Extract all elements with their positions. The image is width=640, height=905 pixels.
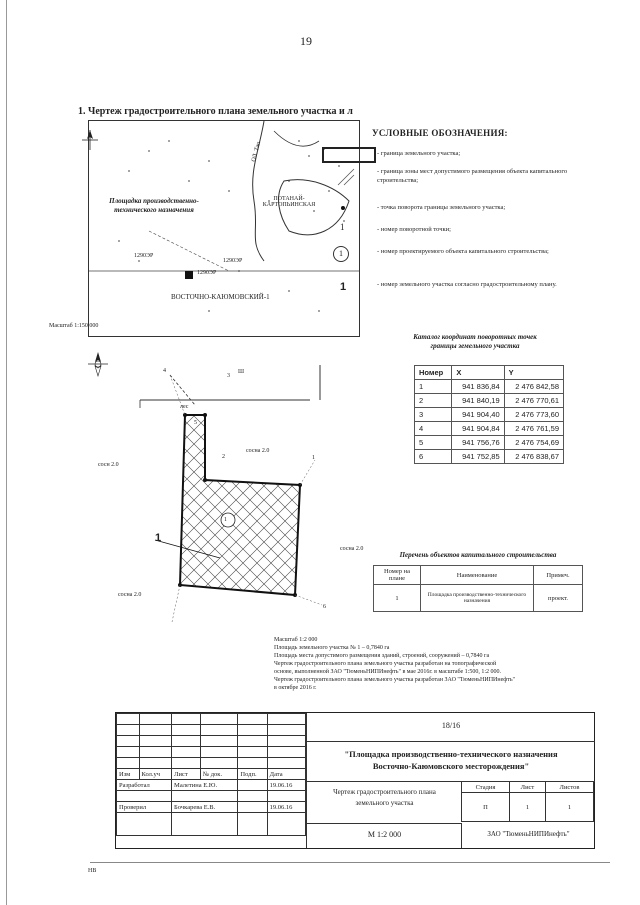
col-doc: № док. bbox=[200, 769, 238, 780]
legend-circled-symbol: 1 bbox=[333, 246, 349, 262]
cap-header-name: Наименование bbox=[421, 566, 534, 585]
point-label-6: 6 bbox=[323, 604, 326, 610]
developed-name: Малетина Е.Ю. bbox=[172, 780, 238, 791]
cap-header-number: Номер на плане bbox=[374, 566, 421, 585]
sosna-label-left: сосн 2.0 bbox=[98, 462, 119, 468]
terrain-speckle bbox=[118, 140, 345, 312]
checked-date: 19.06.16 bbox=[267, 802, 305, 813]
overview-area-label: Площадка производственно-технического назначения bbox=[109, 197, 199, 214]
point-label-4: 4 bbox=[163, 368, 166, 374]
note-line: Чертеж градостроительного плана земельного участка разработан ЗАО "ТюменьНИПИнефть" bbox=[274, 677, 516, 683]
table-row: 1 Площадка производственно-технического назначения проект. bbox=[374, 585, 583, 612]
developed-date: 19.06.16 bbox=[267, 780, 305, 791]
footer-mark: НВ bbox=[88, 868, 97, 874]
overview-map bbox=[49, 120, 360, 337]
title-block bbox=[115, 712, 595, 849]
sheet-value: 1 bbox=[509, 793, 545, 822]
stage-value: П bbox=[462, 793, 510, 822]
col-izm: Изм bbox=[117, 769, 140, 780]
col-sign: Подп. bbox=[238, 769, 267, 780]
label-ptichka: лес bbox=[180, 404, 189, 410]
survey-line bbox=[300, 460, 315, 485]
org-name: ЗАО "ТюменьНИПИнефть" bbox=[487, 830, 570, 838]
capital-objects-table bbox=[373, 565, 583, 612]
sosna-label-mid: сосна 2.0 bbox=[246, 448, 270, 454]
point-label-2: 2 bbox=[222, 454, 225, 460]
left-margin-line bbox=[6, 0, 7, 905]
survey-line bbox=[172, 585, 180, 622]
legend-boundary-symbol bbox=[322, 147, 376, 163]
legend-item-boundary: - граница земельного участка; bbox=[377, 150, 461, 157]
checked-name: Бочкарева Е.В. bbox=[172, 802, 238, 813]
sheet-header: Лист bbox=[509, 782, 545, 793]
checked-role: Проверил bbox=[117, 802, 172, 813]
drawing-title-1: Чертеж градостроительного плана bbox=[333, 788, 436, 796]
stream-line bbox=[274, 131, 319, 146]
stage-grid bbox=[461, 781, 594, 822]
coord-catalog-title: Каталог координат поворотных точек границы земельного участка bbox=[413, 333, 537, 350]
parcel-number: 1 bbox=[155, 532, 162, 544]
river-label: ОЛ. Тап bbox=[251, 141, 263, 163]
table-row: 4 941 904,84 2 476 761,59 bbox=[415, 422, 564, 436]
page-number: 19 bbox=[300, 34, 312, 48]
stage-header: Стадия bbox=[462, 782, 510, 793]
table-row: 1 941 836,84 2 476 842,58 bbox=[415, 380, 564, 394]
legend-item-number: - номер поворотной точки; bbox=[377, 226, 451, 233]
doc-number: 18/16 bbox=[441, 721, 461, 730]
table-row: 6 941 752,85 2 476 838,67 bbox=[415, 450, 564, 464]
section-title: 1. Чертеж градостроительного плана земельного участка и л bbox=[78, 106, 353, 117]
project-title-1: "Площадка производственно-технического назначения bbox=[344, 749, 558, 759]
north-arrow-icon bbox=[82, 130, 98, 150]
survey-line bbox=[295, 595, 322, 605]
coord-header-x: X bbox=[452, 366, 504, 380]
drawing-title-2: земельного участка bbox=[355, 799, 414, 807]
col-kol: Кол.уч bbox=[139, 769, 172, 780]
legend-hatch-icon bbox=[336, 167, 356, 187]
col-date: Дата bbox=[267, 769, 305, 780]
sosna-label-bottom: сосна 2.0 bbox=[118, 592, 142, 598]
legend-number-symbol: 1 bbox=[340, 222, 345, 232]
coord-header-number: Номер bbox=[415, 366, 452, 380]
project-title-2: Восточно-Каюмовского месторождения" bbox=[372, 761, 530, 771]
legend-item-parcel: - номер земельного участка согласно градостроительному плану. bbox=[377, 281, 557, 288]
capital-objects-title: Перечень объектов капитального строительства bbox=[399, 551, 557, 559]
note-line: Масштаб 1:2 000 bbox=[274, 637, 318, 643]
well-label-mid: 1290ЭР bbox=[223, 258, 243, 264]
sheets-value: 1 bbox=[545, 793, 593, 822]
well-label-left: 1290ЭР bbox=[134, 253, 154, 259]
legend-item-dot: - точка поворота границы земельного участка; bbox=[377, 204, 506, 211]
field-label: ВОСТОЧНО-КАЮМОВСКИЙ-1 bbox=[171, 293, 270, 301]
well-label-right: 1290ЭР bbox=[197, 270, 217, 276]
revision-grid bbox=[116, 713, 306, 836]
sheets-header: Листов bbox=[545, 782, 593, 793]
stamp-scale: М 1:2 000 bbox=[367, 830, 402, 839]
table-row: 3 941 904,40 2 476 773,60 bbox=[415, 408, 564, 422]
coord-table bbox=[414, 365, 564, 464]
col-list: Лист bbox=[172, 769, 201, 780]
turn-point bbox=[183, 413, 187, 417]
legend-item-zone: - граница зоны мест допустимого размещения объекта капитального строительства; bbox=[377, 168, 568, 184]
note-line: Площадь земельного участка № 1 – 0,7840 га bbox=[274, 645, 390, 651]
note-line: в октябре 2016 г. bbox=[274, 685, 317, 691]
note-line: Чертеж градостроительного плана земельного участка разработан на топографической bbox=[274, 661, 497, 667]
sosna-label-right: сосна 2.0 bbox=[340, 546, 364, 552]
parcel-boundary bbox=[180, 415, 300, 595]
site-marker bbox=[185, 271, 193, 279]
point-label-5: 5 bbox=[194, 420, 197, 426]
object-number: 1 bbox=[224, 517, 227, 523]
leader-line bbox=[149, 231, 229, 271]
overview-scale: Масштаб 1:150 000 bbox=[49, 323, 99, 329]
plan-compass-icon bbox=[86, 350, 110, 378]
developed-role: Разработал bbox=[117, 780, 172, 791]
footer-rule bbox=[90, 862, 610, 863]
legend-title: УСЛОВНЫЕ ОБОЗНАЧЕНИЯ: bbox=[372, 128, 508, 138]
note-line: основе, выполненной ЗАО "ТюменьНИПИнефть" в мае 2016г. в масштабе 1:500, 1:2 000. bbox=[274, 669, 502, 675]
point-label-3-top: 3 bbox=[227, 373, 230, 379]
table-row: 5 941 756,76 2 476 754,69 bbox=[415, 436, 564, 450]
legend-item-object: - номер проектируемого объекта капитального строительства; bbox=[377, 248, 549, 255]
lake-label: ПОТАНАЙ-КАРТОПЬИНСКАЯ bbox=[262, 196, 316, 208]
note-line: Площадь места допустимого размещения зданий, строений, сооружений – 0,7840 га bbox=[274, 653, 490, 659]
turn-point bbox=[203, 413, 207, 417]
legend-dot-icon bbox=[341, 206, 345, 210]
label-sh: Ш bbox=[238, 369, 245, 375]
site-plan bbox=[110, 360, 370, 640]
coord-header-y: Y bbox=[504, 366, 563, 380]
point-label-1: 1 bbox=[312, 455, 315, 461]
overview-map-drawing bbox=[89, 121, 359, 336]
notes-block bbox=[274, 636, 594, 692]
cap-header-note: Примеч. bbox=[534, 566, 583, 585]
table-row: 2 941 840,19 2 476 770,61 bbox=[415, 394, 564, 408]
turn-point bbox=[203, 478, 207, 482]
legend-bold-symbol: 1 bbox=[340, 281, 347, 293]
